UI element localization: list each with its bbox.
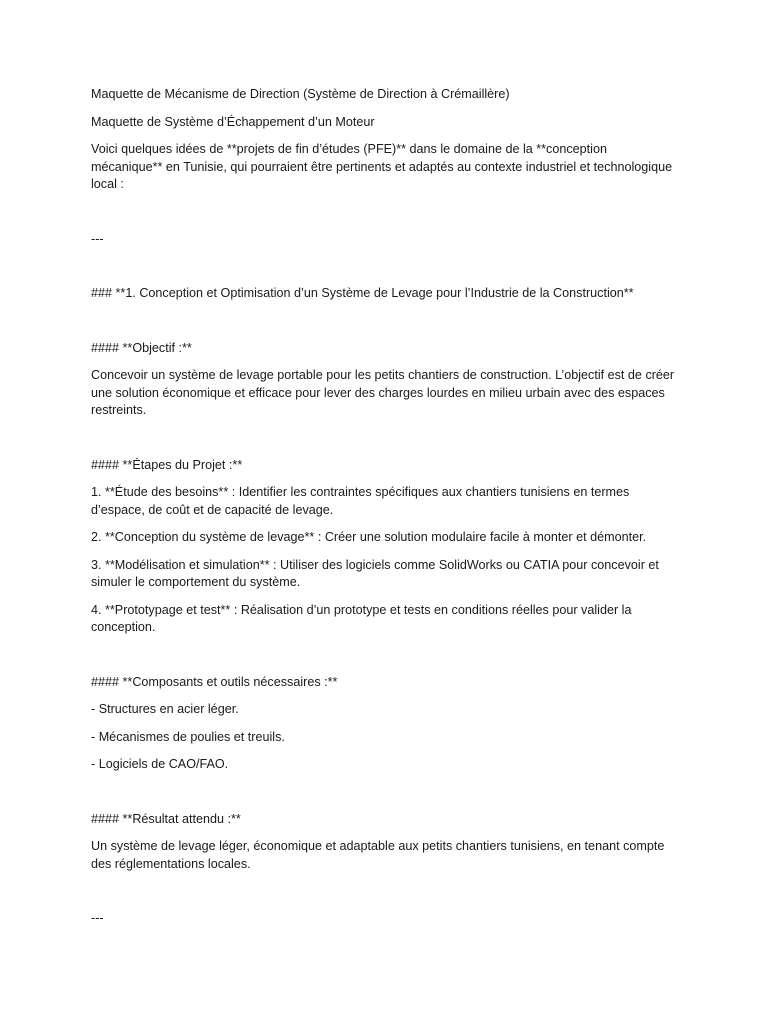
spacer [91, 258, 681, 285]
spacer [91, 204, 681, 231]
title-line-echappement: Maquette de Système d’Échappement d’un Moteur [91, 114, 375, 129]
separator: --- [91, 911, 104, 925]
spacer [91, 883, 681, 910]
etapes-heading: #### **Étapes du Projet :** [91, 457, 243, 472]
etape-item: 1. **Étude des besoins** : Identifier les contraintes spécifiques aux chantiers tunisiens en termes d’espace, de coût et de capacité de levage. [91, 485, 630, 517]
project-heading: ### **1. Conception et Optimisation d’un Système de Levage pour l’Industrie de la Construction** [91, 286, 634, 300]
resultat-heading: #### **Résultat attendu :** [91, 811, 241, 826]
spacer [91, 784, 681, 811]
title-line-direction: Maquette de Mécanisme de Direction (Système de Direction à Crémaillère) [91, 87, 510, 101]
composants-heading: #### **Composants et outils nécessaires :** [91, 674, 338, 689]
separator: --- [91, 231, 104, 246]
document-body [91, 86, 681, 938]
spacer [91, 313, 681, 340]
etape-item: 2. **Conception du système de levage** : Créer une solution modulaire facile à monter et démonter. [91, 530, 647, 544]
composant-item: - Mécanismes de poulies et treuils. [91, 729, 285, 744]
intro-paragraph: Voici quelques idées de **projets de fin d’études (PFE)** dans le domaine de la **conception mécanique** en Tunisie, qui pourraient être pertinents et adaptés au contexte industriel et technologique local : [91, 142, 673, 191]
composant-item: - Logiciels de CAO/FAO. [91, 757, 229, 771]
objectif-paragraph: Concevoir un système de levage portable pour les petits chantiers de construction. L’objectif est de créer une solution économique et efficace pour lever des charges lourdes en milieu urbain avec des espaces restreints. [91, 368, 675, 417]
objectif-heading: #### **Objectif :** [91, 340, 192, 355]
resultat-paragraph: Un système de levage léger, économique et adaptable aux petits chantiers tunisiens, en tenant compte des réglementations locales. [91, 839, 665, 871]
etape-item: 3. **Modélisation et simulation** : Utiliser des logiciels comme SolidWorks ou CATIA pour concevoir et simuler le comportement du système. [91, 557, 659, 589]
spacer [91, 430, 681, 457]
etape-item: 4. **Prototypage et test** : Réalisation d’un prototype et tests en conditions réelles pour valider la conception. [91, 602, 632, 634]
spacer [91, 647, 681, 674]
composant-item: - Structures en acier léger. [91, 702, 239, 716]
